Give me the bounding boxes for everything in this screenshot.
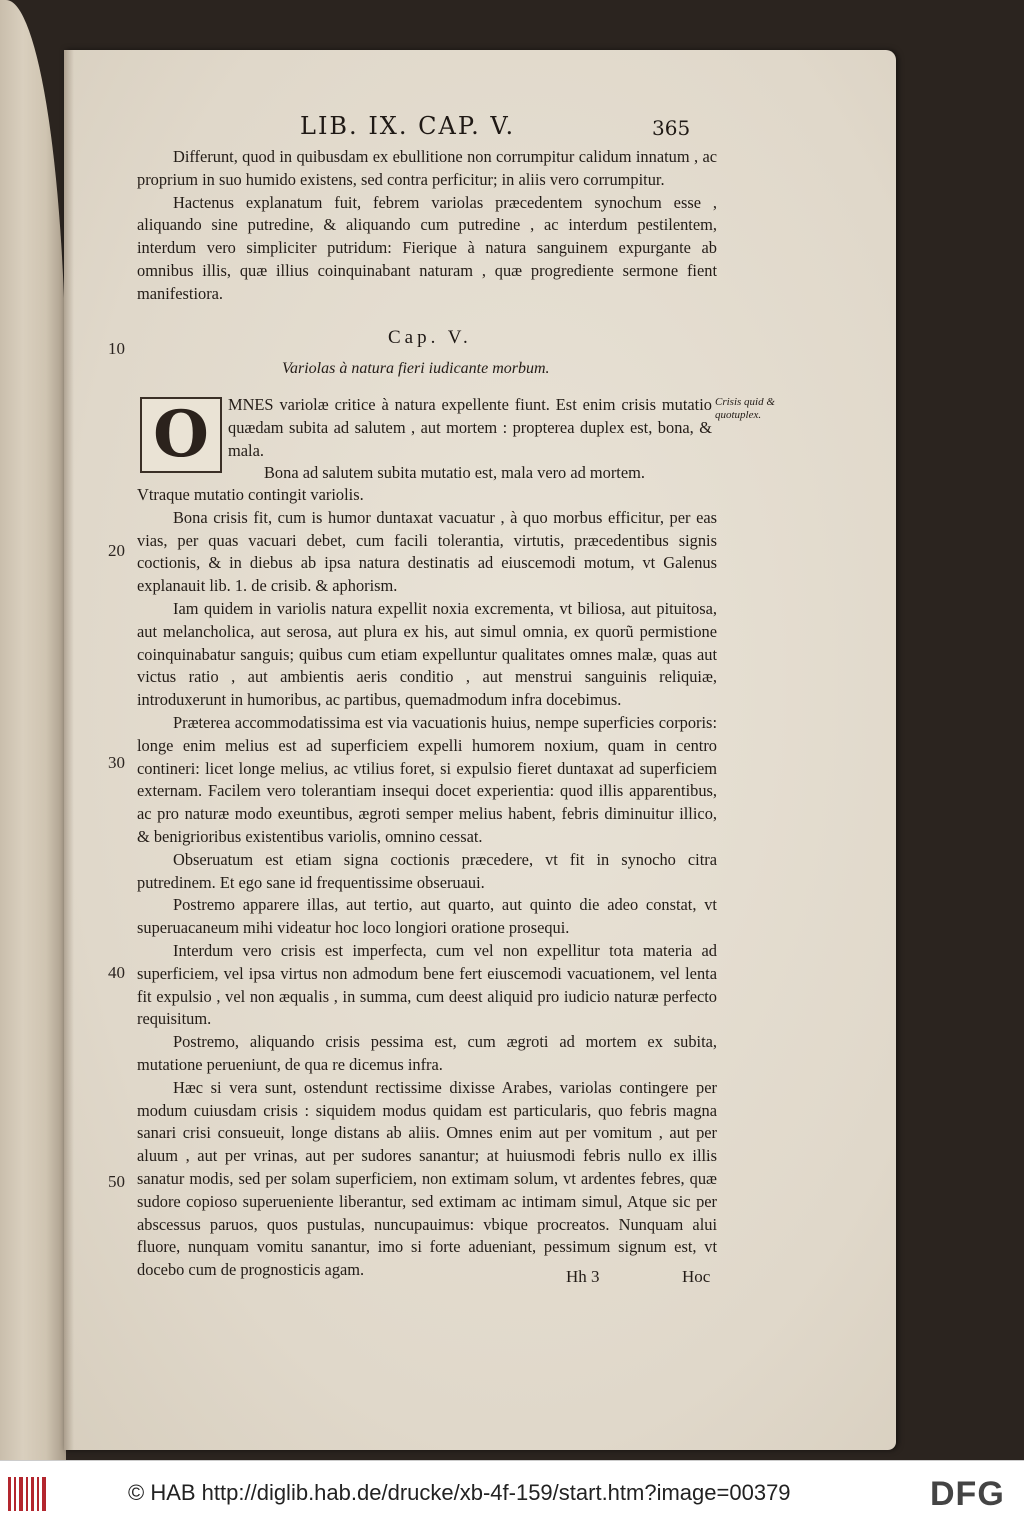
paragraph: Obseruatum est etiam signa coctionis præcedere, vt fit in synocho citra putredinem. Et ego sane id frequentissime obseruaui. bbox=[137, 849, 717, 892]
paragraph: Differunt, quod in quibusdam ex ebullitione non corrumpitur calidum innatum , ac proprium in suo humido existens, sed contra perficitur; in aliis vero corrumpitur. bbox=[137, 147, 717, 189]
paragraph: Præterea accommodatissima est via vacuationis huius, nempe superficies corporis: longe enim melius est ad superficiem expelli humorem noxium, quam in centro contineri: licet longe melius, ac vtilius foret, si expulsio fieret duntaxat ad superficiem externam. Facilem vero tolerantiam insequi docet experientia: quod illis apparentibus, ac pro naturæ modo exeuntibus, ægroti semper melius habent, febris diminuitur illico, & benigrioribus existentibus variolis, omnino cessat. bbox=[137, 712, 717, 846]
paragraph: Postremo apparere illas, aut tertio, aut quarto, aut quinto die adeo constat, vt superuacaneum mihi videatur hoc loco longiori oratione prosequi. bbox=[137, 895, 717, 938]
intro-text bbox=[137, 146, 717, 306]
paragraph: Hæc si vera sunt, ostendunt rectissime dixisse Arabes, variolas contingere per modum cuiusdam crisis : siquidem modus quidam est particularis, quo febris magna sanari crisi consueuit, longe distans ab aliis. Omnes enim aut per vomitum , aut per aluum , aut per vrinas, aut per sudores sanantur; at huiusmodi febris nullo ex illis sanatur modis, sed per solam superficiem, non extimam solum, vt ardentes febres, quæ sudore copioso superueniente liberantur, sed extimam ac intimam simul, Atque sic per abscessus paruos, quos pustulas, nuncupauimus: vbique procreatos. Nunquam alui fluore, nunquam vomitu sanantur, imo si forte adueniant, pessimum signum est, vt docebo cum de prognosticis agam. bbox=[137, 1077, 717, 1280]
chapter-subtitle: Variolas à natura fieri iudicante morbum. bbox=[282, 360, 550, 377]
paragraph: Vtraque mutatio contingit variolis. bbox=[137, 485, 364, 504]
initial-letter: O bbox=[153, 397, 209, 472]
chapter-opening bbox=[228, 394, 712, 485]
running-head: LIB. IX. CAP. V. bbox=[300, 112, 516, 140]
dfg-logo: DFG bbox=[930, 1475, 1005, 1513]
paragraph: Postremo, aliquando crisis pessima est, cum ægroti ad mortem ex subita, mutatione perueniunt, de qua re dicemus infra. bbox=[137, 1032, 717, 1074]
chapter-text bbox=[137, 484, 717, 1282]
paragraph: Interdum vero crisis est imperfecta, cum vel non expellitur tota materia ad superficiem, vel ipsa virtus non admodum bene fert eiuscemodi vacuationem, vel lenta fit expulsio , vel non æqualis , in summa, cum deest aliquid pro iudicio naturæ perfecto requisitum. bbox=[137, 940, 717, 1029]
paragraph: Iam quidem in variolis natura expellit noxia excrementa, vt biliosa, aut pituitosa, aut melancholica, aut serosa, aut plura ex his, aut simul omnia, ex quorũ permistione coinquinabatur sanguis; quibus cum etiam expelluntur qualitates omnes malæ, quas aut victus ratio , aut ambientis aeris conditio , aut menstrui sanguinis reliquiæ, introduxerunt in humoribus, ac partibus, quemadmodum infra docebimus. bbox=[137, 598, 717, 710]
line-number: 40 bbox=[108, 963, 125, 982]
gutter-shadow bbox=[64, 50, 74, 1450]
opening-line: MNES variolæ critice à natura expellente fiunt. Est enim crisis mutatio quædam subita ad salutem , aut mortem : propterea duplex est, bona, & mala. bbox=[228, 395, 712, 460]
chapter-heading: Cap. V. bbox=[388, 327, 472, 348]
paragraph: Hactenus explanatum fuit, febrem variolas præcedentem synochum esse , aliquando sine putredine, & aliquando cum putredine , ac interdum pestilentem, interdum vero simpliciter putridum: Fierique à natura sanguinem expurgante ab omnibus illis, quæ illius coinquinabant naturam , quæ progrediente sermone fient manifestiora. bbox=[137, 192, 717, 303]
line-number: 30 bbox=[108, 753, 125, 772]
line-number: 50 bbox=[108, 1172, 125, 1191]
barcode-icon bbox=[6, 1473, 48, 1515]
facing-page-edge bbox=[0, 0, 66, 1460]
signature-mark: Hh 3 bbox=[566, 1267, 600, 1286]
margin-note: Crisis quid & quotuplex. bbox=[715, 396, 775, 421]
line-number: 10 bbox=[108, 339, 125, 358]
source-link[interactable]: © HAB http://diglib.hab.de/drucke/xb-4f-159/start.htm?image=00379 bbox=[128, 1480, 791, 1505]
footer-bar bbox=[0, 1460, 1024, 1527]
decorated-initial bbox=[140, 397, 222, 473]
page-number: 365 bbox=[652, 116, 691, 140]
line-number: 20 bbox=[108, 541, 125, 560]
catchword: Hoc bbox=[682, 1267, 711, 1286]
paragraph: Bona crisis fit, cum is humor duntaxat vacuatur , à quo morbus efficitur, per eas vias, per quas vacuari debet, cum facili tolerantia, virtutis, præcedentibus signis coctionis, & in diebus ab ipsa natura destinatis ad eiuscemodi motum, vt Galenus explanauit lib. 1. de crisib. & aphorism. bbox=[137, 507, 717, 596]
opening-line: Bona ad salutem subita mutatio est, mala vero ad mortem. bbox=[264, 463, 645, 483]
